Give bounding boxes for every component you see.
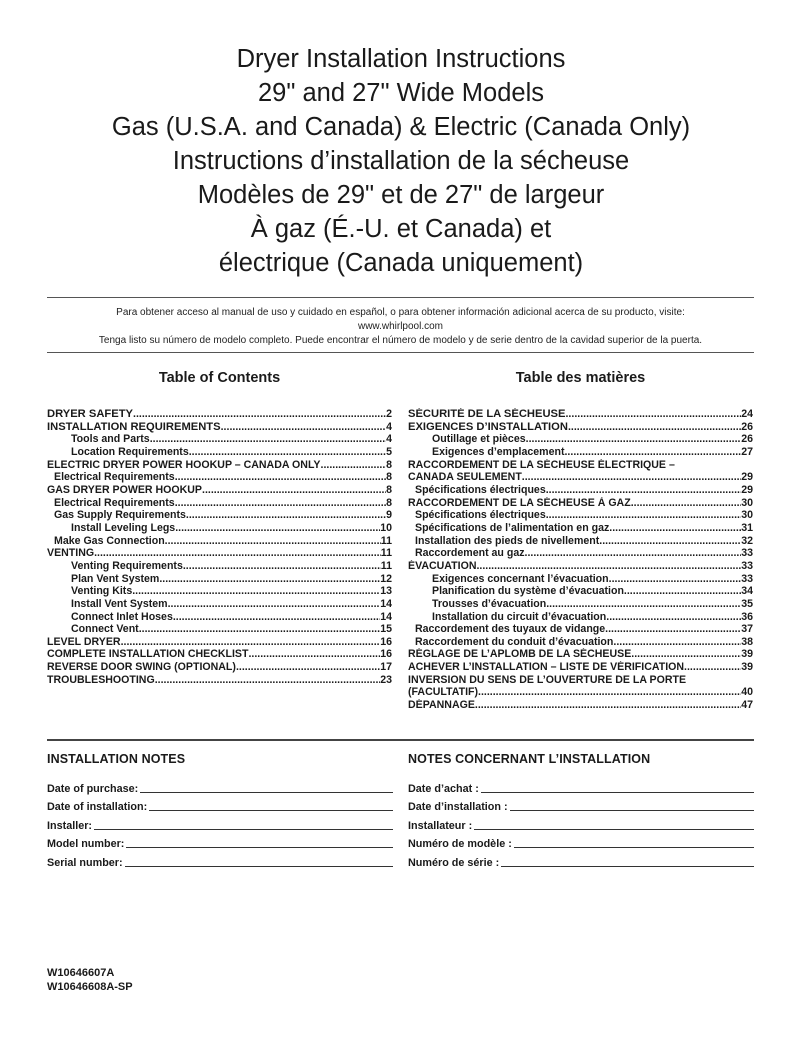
- toc-entry: ELECTRIC DRYER POWER HOOKUP – CANADA ONLY ..... 8: [47, 459, 392, 472]
- divider: [47, 739, 754, 741]
- toc-entry: ÉVACUATION ..... 33: [408, 560, 753, 573]
- toc-entry: EXIGENCES D’INSTALLATION ..... 26: [408, 421, 753, 434]
- note-field-installer[interactable]: Installer:: [47, 813, 393, 832]
- toc-entry: Plan Vent System ..... 12: [47, 573, 392, 586]
- toc-entry: Venting Requirements ..... 11: [47, 560, 392, 573]
- toc-entry: RACCORDEMENT DE LA SÉCHEUSE ÉLECTRIQUE –: [408, 458, 675, 471]
- note-field-date-achat[interactable]: Date d’achat :: [408, 776, 754, 795]
- fill-line[interactable]: [140, 780, 393, 793]
- toc-entry: Raccordement au gaz ..... 33: [408, 547, 753, 560]
- toc-entry: INSTALLATION REQUIREMENTS ..... 4: [47, 421, 392, 434]
- installation-notes-english: [47, 752, 393, 869]
- title-block: [0, 42, 802, 280]
- toc-entry: SÉCURITÉ DE LA SÉCHEUSE ..... 24: [408, 408, 753, 421]
- document-numbers: [47, 966, 133, 994]
- toc-entry: GAS DRYER POWER HOOKUP ..... 8: [47, 484, 392, 497]
- note-field-serial-number[interactable]: Serial number:: [47, 850, 393, 869]
- toc-entry: Connect Inlet Hoses ..... 14: [47, 611, 392, 624]
- toc-french: [408, 370, 753, 712]
- toc-entry: COMPLETE INSTALLATION CHECKLIST ..... 16: [47, 648, 392, 661]
- toc-entry: Gas Supply Requirements ..... 9: [47, 509, 392, 522]
- title-line: électrique (Canada uniquement): [218, 249, 584, 277]
- toc-entry: Spécifications de l’alimentation en gaz ..... 31: [408, 522, 753, 535]
- intro-url: www.whirlpool.com: [357, 321, 444, 332]
- fill-line[interactable]: [510, 798, 754, 811]
- spanish-intro: [47, 306, 754, 348]
- title-line: Modèles de 29" et de 27" de largeur: [197, 181, 605, 209]
- document-number: W10646607A: [47, 967, 115, 979]
- toc-entry: Make Gas Connection ..... 11: [47, 535, 392, 548]
- toc-entry: Installation du circuit d’évacuation ..... 36: [408, 611, 753, 624]
- toc-entry: ACHEVER L’INSTALLATION – LISTE DE VÉRIFICATION ..... 39: [408, 661, 753, 674]
- fill-line[interactable]: [149, 798, 393, 811]
- toc-entry: RACCORDEMENT DE LA SÉCHEUSE À GAZ ..... 30: [408, 497, 753, 510]
- divider: [47, 352, 754, 353]
- toc-entry: Electrical Requirements ..... 8: [47, 497, 392, 510]
- note-field-date-of-purchase[interactable]: Date of purchase:: [47, 776, 393, 795]
- fill-line[interactable]: [514, 835, 754, 848]
- toc-entry: DRYER SAFETY ..... 2: [47, 408, 392, 421]
- toc-entry: Raccordement du conduit d’évacuation ..... 38: [408, 636, 753, 649]
- title-line: Gas (U.S.A. and Canada) & Electric (Canada Only): [111, 113, 691, 141]
- note-field-date-of-installation[interactable]: Date of installation:: [47, 795, 393, 814]
- fill-line[interactable]: [94, 817, 393, 830]
- toc-entry: Planification du système d’évacuation ..... 34: [408, 585, 753, 598]
- notes-heading: NOTES CONCERNANT L’INSTALLATION: [408, 752, 651, 766]
- toc-entry: Exigences concernant l’évacuation ..... 33: [408, 573, 753, 586]
- toc-entry: Outillage et pièces ..... 26: [408, 433, 753, 446]
- toc-english: [47, 370, 392, 686]
- document-number: W10646608A-SP: [47, 981, 133, 993]
- note-field-model-number[interactable]: Model number:: [47, 832, 393, 851]
- toc-entry: Venting Kits ..... 13: [47, 585, 392, 598]
- note-field-installateur[interactable]: Installateur :: [408, 813, 754, 832]
- toc-entry: Location Requirements ..... 5: [47, 446, 392, 459]
- toc-entry: Exigences d’emplacement ..... 27: [408, 446, 753, 459]
- toc-entry: Spécifications électriques ..... 29: [408, 484, 753, 497]
- toc-entry: LEVEL DRYER ..... 16: [47, 636, 392, 649]
- note-field-date-installation[interactable]: Date d’installation :: [408, 795, 754, 814]
- toc-heading: Table of Contents: [158, 370, 281, 386]
- toc-entry: Install Leveling Legs ..... 10: [47, 522, 392, 535]
- toc-entry: Trousses d’évacuation ..... 35: [408, 598, 753, 611]
- toc-entry: Install Vent System ..... 14: [47, 598, 392, 611]
- fill-line[interactable]: [501, 854, 754, 867]
- fill-line[interactable]: [126, 835, 393, 848]
- toc-entry: TROUBLESHOOTING ..... 23: [47, 674, 392, 687]
- toc-heading: Table des matières: [515, 370, 646, 386]
- toc-entry: Spécifications électriques ..... 30: [408, 509, 753, 522]
- toc-entry: INVERSION DU SENS DE L’OUVERTURE DE LA PORTE: [408, 673, 687, 686]
- toc-entry: REVERSE DOOR SWING (OPTIONAL) ..... 17: [47, 661, 392, 674]
- toc-entry: Tools and Parts ..... 4: [47, 433, 392, 446]
- fill-line[interactable]: [481, 780, 754, 793]
- title-line: Dryer Installation Instructions: [236, 45, 566, 73]
- title-line: 29" and 27" Wide Models: [257, 79, 545, 107]
- note-field-numero-modele[interactable]: Numéro de modèle :: [408, 832, 754, 851]
- title-line: Instructions d’installation de la sécheuse: [172, 147, 630, 175]
- fill-line[interactable]: [125, 854, 393, 867]
- toc-entry: Raccordement des tuyaux de vidange ..... 37: [408, 623, 753, 636]
- note-field-numero-serie[interactable]: Numéro de série :: [408, 850, 754, 869]
- intro-line: Tenga listo su número de modelo completo. Puede encontrar el número de modelo y de serie dentro de la cavidad superior de la puerta.: [98, 335, 703, 346]
- toc-entry: VENTING ..... 11: [47, 547, 392, 560]
- title-line: À gaz (É.-U. et Canada) et: [250, 215, 552, 243]
- toc-entry: Installation des pieds de nivellement ..... 32: [408, 535, 753, 548]
- divider: [47, 297, 754, 298]
- installation-notes-french: [408, 752, 754, 869]
- toc-entry: RÉGLAGE DE L’APLOMB DE LA SÉCHEUSE ..... 39: [408, 648, 753, 661]
- toc-entry: Electrical Requirements ..... 8: [47, 471, 392, 484]
- toc-entry: Connect Vent ..... 15: [47, 623, 392, 636]
- notes-heading: INSTALLATION NOTES: [47, 752, 186, 766]
- intro-line: Para obtener acceso al manual de uso y cuidado en español, o para obtener información adicional acerca de su producto, visite:: [116, 307, 685, 318]
- fill-line[interactable]: [474, 817, 754, 830]
- toc-entry: (FACULTATIF) ..... 40: [408, 686, 753, 699]
- toc-entry: CANADA SEULEMENT ..... 29: [408, 471, 753, 484]
- toc-entry: DÉPANNAGE ..... 47: [408, 699, 753, 712]
